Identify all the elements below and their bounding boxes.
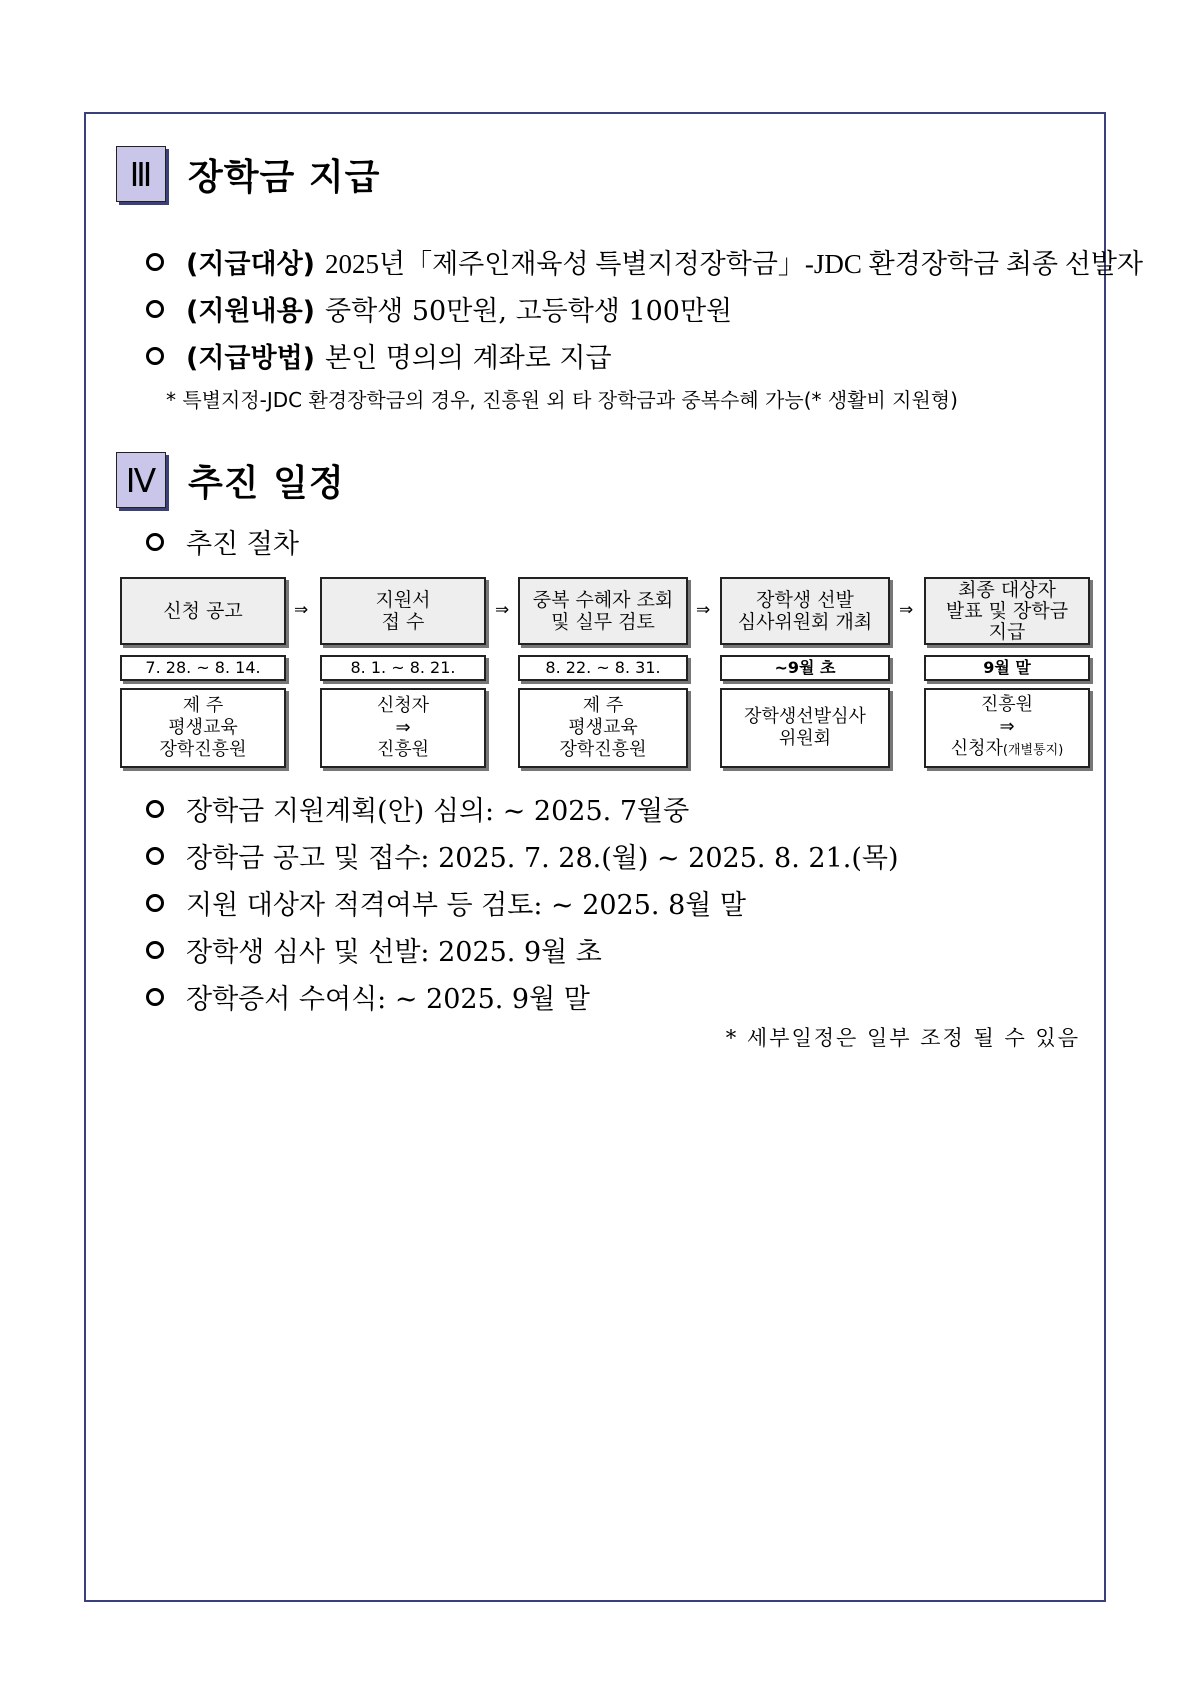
section-4-number: Ⅳ — [116, 452, 166, 508]
schedule-item — [146, 930, 602, 969]
step-4-box: 장학생 선발 심사위원회 개최 — [720, 577, 890, 645]
schedule-footnote: * 세부일정은 일부 조정 될 수 있음 — [725, 1026, 1080, 1050]
step-5-box: 최종 대상자 발표 및 장학금 지급 — [924, 577, 1090, 645]
section-3-note: * 특별지정-JDC 환경장학금의 경우, 진흥원 외 타 장학금과 중복수혜 가능(* 생활비 지원형) — [166, 388, 958, 412]
procedure-label: 추진 절차 — [186, 529, 299, 560]
circle-bullet-icon — [146, 800, 164, 818]
payment-target-item — [146, 242, 1143, 281]
schedule-text: 지원 대상자 적격여부 등 검토: ~ 2025. 8월 말 — [186, 890, 747, 921]
flow-arrow-icon: ⇒ — [899, 600, 914, 620]
step-3-date: 8. 22. ~ 8. 31. — [518, 655, 688, 681]
section-3-header — [116, 146, 380, 202]
schedule-item — [146, 789, 689, 828]
schedule-item — [146, 977, 590, 1016]
item-text: 중학생 50만원, 고등학생 100만원 — [325, 296, 733, 327]
step-3-org: 제 주 평생교육 장학진흥원 — [518, 688, 688, 768]
item-label: (지급대상) — [186, 249, 316, 280]
circle-bullet-icon — [146, 941, 164, 959]
schedule-item — [146, 836, 899, 875]
flow-arrow-icon: ⇒ — [696, 600, 711, 620]
item-text: 본인 명의의 계좌로 지급 — [325, 343, 612, 374]
step-5-org — [924, 688, 1090, 768]
item-label: (지급방법) — [186, 343, 316, 374]
circle-bullet-icon — [146, 347, 164, 365]
schedule-text: 장학생 심사 및 선발: 2025. 9월 초 — [186, 937, 602, 968]
circle-bullet-icon — [146, 894, 164, 912]
step-1-date: 7. 28. ~ 8. 14. — [120, 655, 286, 681]
circle-bullet-icon — [146, 988, 164, 1006]
step-5-org-suffix: (개별통지) — [1002, 743, 1064, 758]
step-1-org: 제 주 평생교육 장학진흥원 — [120, 688, 286, 768]
schedule-text: 장학금 공고 및 접수: 2025. 7. 28.(월) ~ 2025. 8. 21.(목) — [186, 843, 899, 874]
section-3-number: Ⅲ — [116, 146, 166, 202]
payment-method-item — [146, 336, 612, 375]
schedule-text: 장학증서 수여식: ~ 2025. 9월 말 — [186, 984, 590, 1015]
section-4-header — [116, 452, 345, 508]
circle-bullet-icon — [146, 300, 164, 318]
step-5-org-text: 진흥원 ⇒ 신청자 — [950, 694, 1034, 759]
section-4-title: 추진 일정 — [188, 462, 345, 504]
step-1-box: 신청 공고 — [120, 577, 286, 645]
circle-bullet-icon — [146, 253, 164, 271]
flow-arrow-icon: ⇒ — [294, 600, 309, 620]
step-2-date: 8. 1. ~ 8. 21. — [320, 655, 486, 681]
step-4-org: 장학생선발심사 위원회 — [720, 688, 890, 768]
item-label: (지원내용) — [186, 296, 316, 327]
schedule-text: 장학금 지원계획(안) 심의: ~ 2025. 7월중 — [186, 796, 690, 827]
flow-arrow-icon: ⇒ — [495, 600, 510, 620]
support-content-item — [146, 289, 732, 328]
step-3-box: 중복 수혜자 조회 및 실무 검토 — [518, 577, 688, 645]
schedule-item — [146, 883, 746, 922]
procedure-heading — [146, 522, 299, 561]
step-2-box: 지원서 접 수 — [320, 577, 486, 645]
step-5-date: 9월 말 — [924, 655, 1090, 681]
item-text: 2025년「제주인재육성 특별지정장학금」-JDC 환경장학금 최종 선발자 — [325, 249, 1143, 279]
circle-bullet-icon — [146, 847, 164, 865]
section-3-title: 장학금 지급 — [188, 156, 381, 198]
step-4-date: ~9월 초 — [720, 655, 890, 681]
step-2-org: 신청자 ⇒ 진흥원 — [320, 688, 486, 768]
circle-bullet-icon — [146, 533, 164, 551]
